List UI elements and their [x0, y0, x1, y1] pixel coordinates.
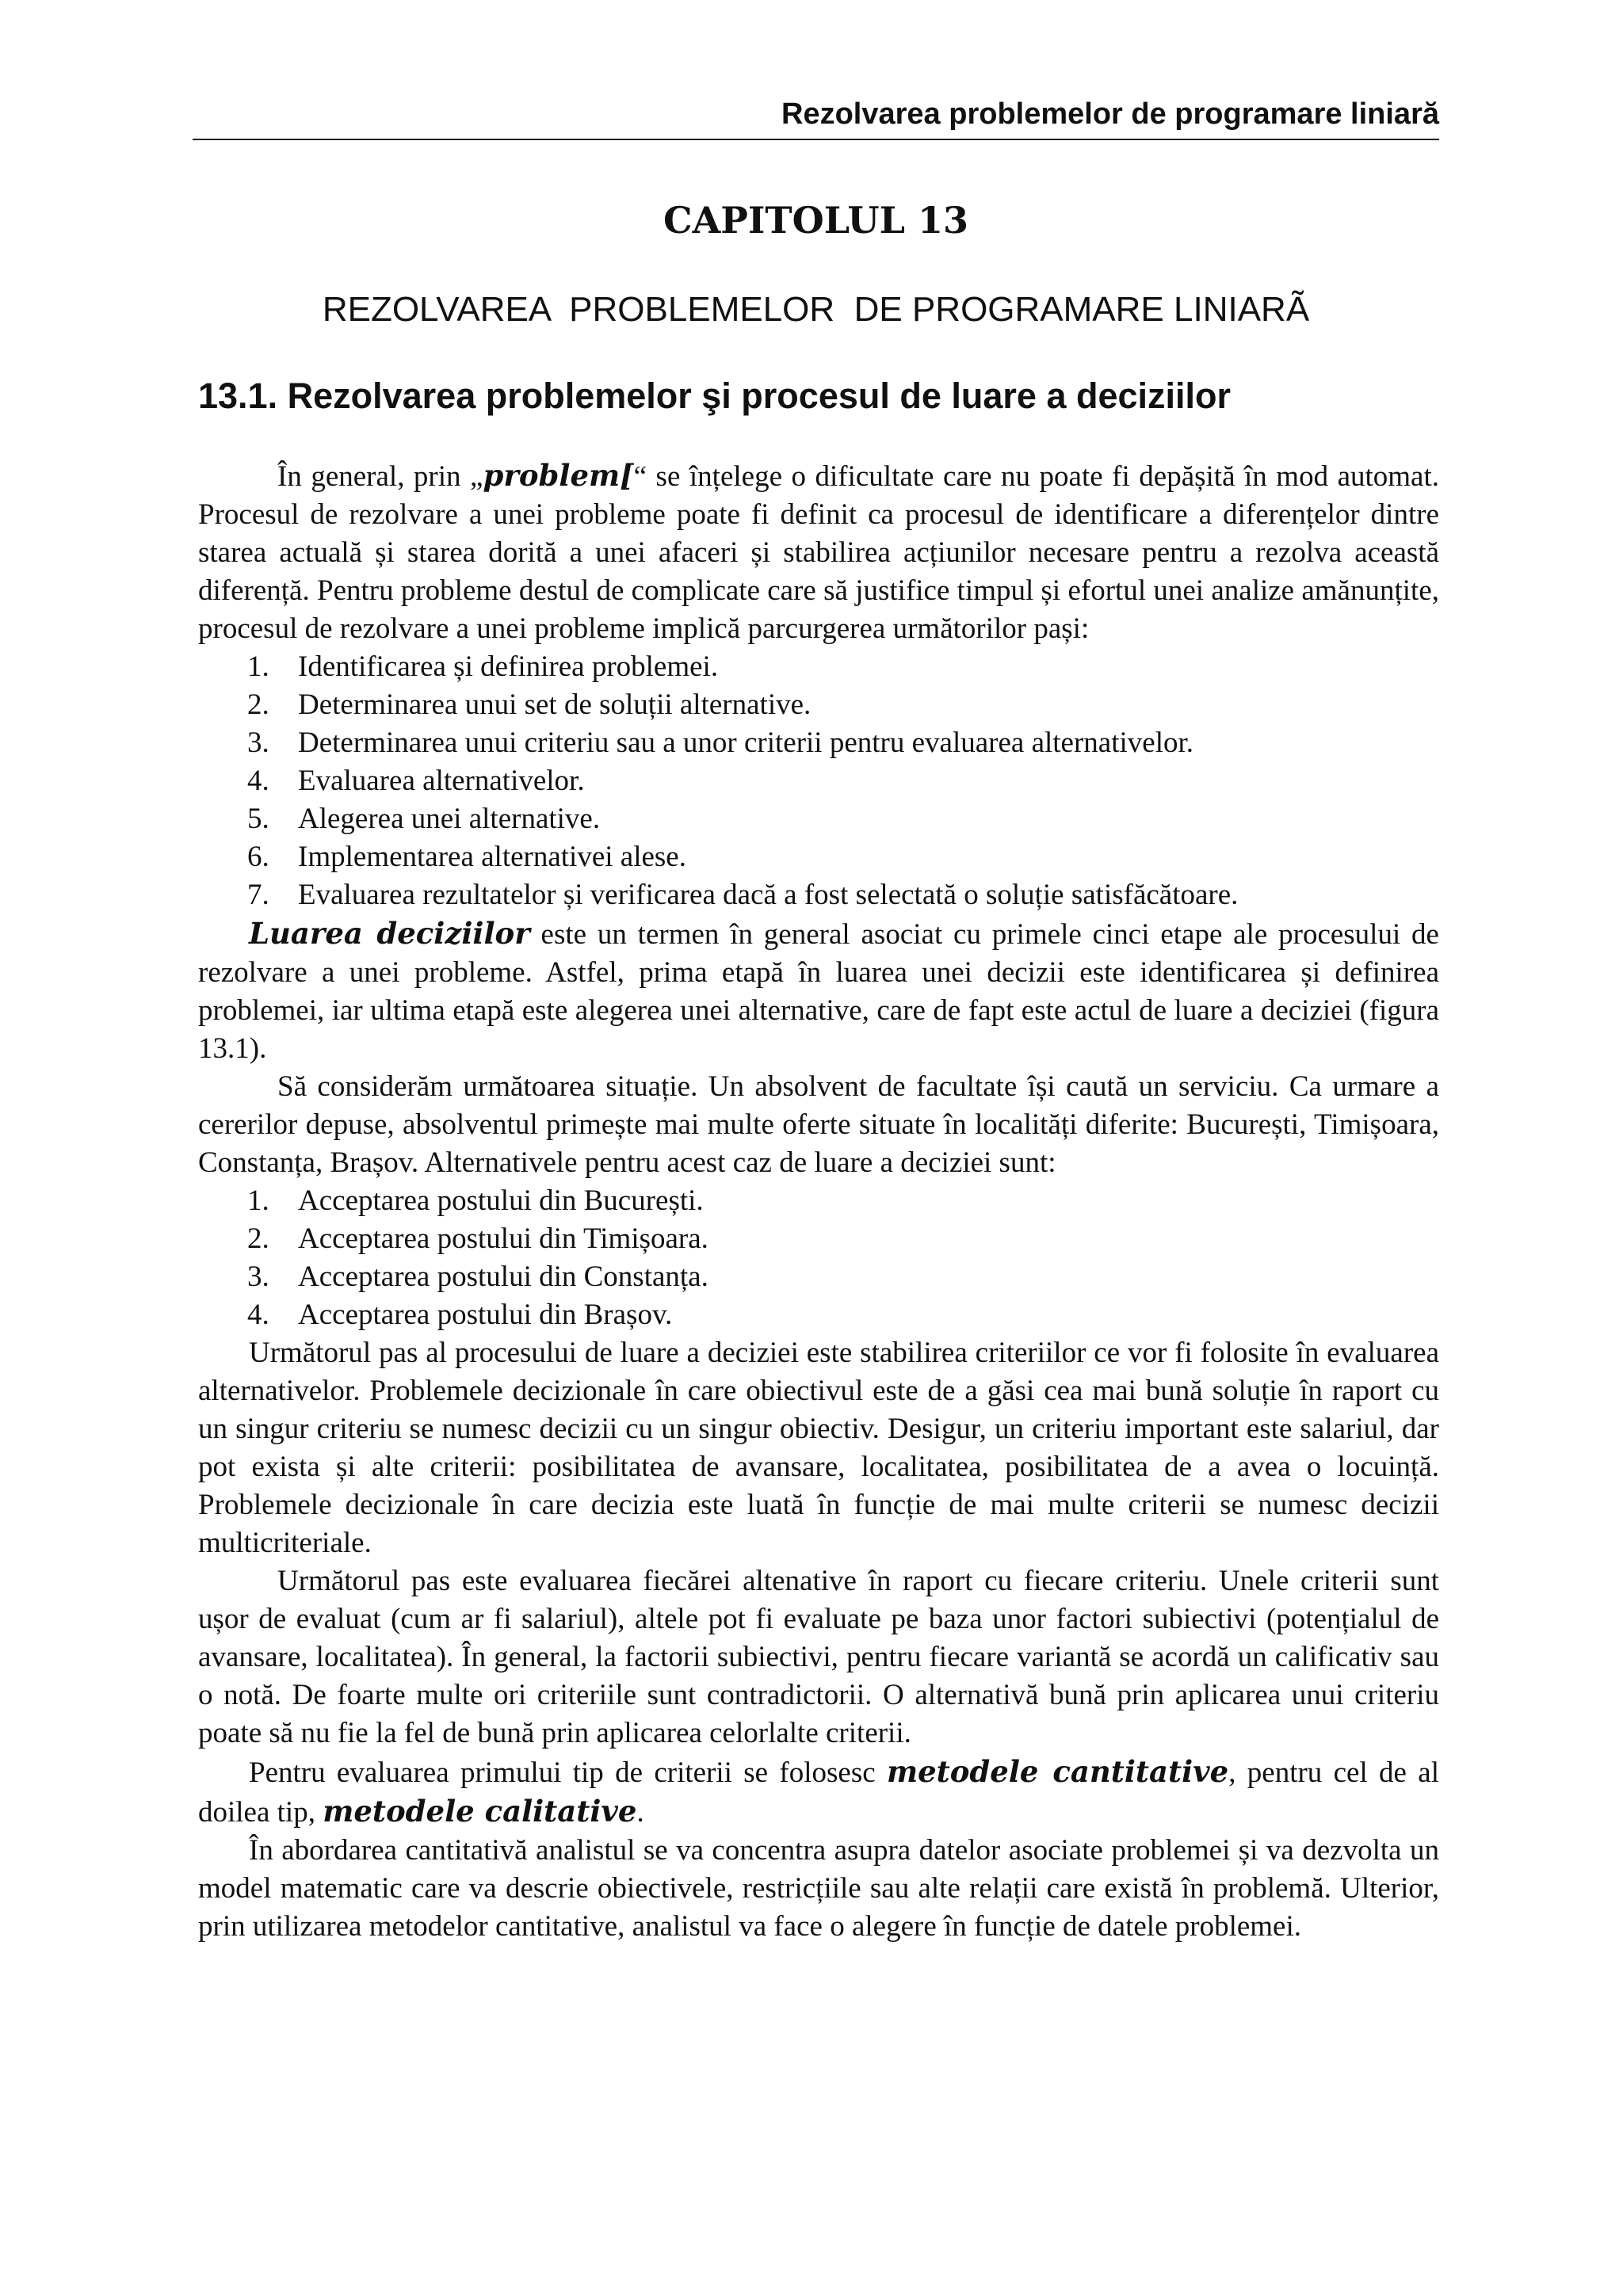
- evaluation-paragraph: Următorul pas este evaluarea fiecărei altenative în raport cu fiecare criteriu. Unele criterii sunt ușor de evaluat (cum ar fi salariul), altele pot fi evaluate pe baza unor factori subiectivi (potențialul de avansare, localitatea). În general, la factorii subiectivi, pentru fiecare variantă se acordă un calificativ sau o notă. De foarte multe ori criteriile sunt contradictorii. O alternativă bună prin aplicarea unui criteriu poate să nu fie la fel de bună prin aplicarea celorlalte criterii.: [198, 1565, 1439, 1749]
- list-item-text: Alegerea unei alternative.: [298, 803, 601, 835]
- list-item-text: Acceptarea postului din Constanța.: [298, 1261, 708, 1293]
- methods-text-a: Pentru evaluarea primului tip de criterii se folosesc: [249, 1756, 887, 1789]
- section-heading: 13.1. Rezolvarea problemelor şi procesul de luare a deciziilor: [198, 376, 1232, 416]
- list-item-number: 2.: [247, 1222, 269, 1255]
- list-item-number: 3.: [247, 727, 269, 759]
- list-item-text: Evaluarea alternativelor.: [298, 765, 585, 797]
- list-item-text: Acceptarea postului din Timișoara.: [298, 1222, 708, 1255]
- list-item-text: Acceptarea postului din Brașov.: [298, 1299, 673, 1331]
- decision-paragraph: [198, 914, 1439, 1068]
- intro-term: problem[: [483, 458, 634, 493]
- list-item-number: 2.: [247, 688, 269, 721]
- methods-term-quantitative: metodele cantitative: [886, 1754, 1229, 1789]
- running-header: Rezolvarea problemelor de programare liniară: [781, 97, 1439, 131]
- list-item: [198, 1220, 1439, 1258]
- methods-paragraph: [198, 1753, 1439, 1832]
- list-item: [198, 800, 1439, 838]
- list-item: [198, 876, 1439, 914]
- criteria-paragraph: Următorul pas al procesului de luare a deciziei este stabilirea criteriilor ce vor fi folosite în evaluarea alternativelor. Problemele decizionale în care obiectivul este de a găsi cea mai bună soluție în raport cu un singur criteriu se numesc decizii cu un singur obiectiv. Desigur, un criteriu important este salariul, dar pot exista și alte criterii: posibilitatea de avansare, localitatea, posibilitatea de a avea o locuință. Problemele decizionale în care decizia este luată în funcție de mai multe criterii se numesc decizii multicriteriale.: [198, 1337, 1439, 1559]
- list-item: [198, 762, 1439, 800]
- list-item: [198, 648, 1439, 686]
- list-item: [198, 838, 1439, 876]
- methods-text-b: , pentru cel de al doilea tip,: [198, 1756, 1439, 1829]
- quantitative-paragraph: În abordarea cantitativă analistul se va concentra asupra datelor asociate problemei și va dezvolta un model matematic care va descrie obiectivele, restricțiile sau alte relații care există în problemă. Ulterior, prin utilizarea metodelor cantitative, analistul va face o alegere în funcție de datele problemei.: [198, 1834, 1439, 1943]
- list-item-number: 4.: [247, 765, 269, 797]
- list-item-number: 6.: [247, 841, 269, 873]
- list-item-text: Determinarea unui criteriu sau a unor criterii pentru evaluarea alternativelor.: [298, 727, 1194, 759]
- list-item-text: Evaluarea rezultatelor și verificarea dacă a fost selectată o soluție satisfăcătoare.: [298, 879, 1239, 911]
- list-item-number: 5.: [247, 803, 269, 835]
- chapter-title: REZOLVAREA PROBLEMELOR DE PROGRAMARE LINIARÃ: [322, 290, 1310, 329]
- list-item-number: 3.: [247, 1261, 269, 1293]
- methods-text-c: .: [636, 1796, 644, 1829]
- steps-list: [198, 648, 1439, 914]
- list-item-number: 7.: [247, 879, 269, 911]
- list-item-text: Identificarea și definirea problemei.: [298, 650, 719, 683]
- intro-paragraph: [198, 456, 1439, 648]
- list-item-number: 1.: [247, 650, 269, 683]
- decision-text: este un termen în general asociat cu primele cinci etape ale procesului de rezolvare a unei probleme. Astfel, prima etapă în luarea unei decizii este identificarea și definirea problemei, iar ultima etapă este alegerea unei alternative, care de fapt este actul de luare a deciziei (figura 13.1).: [198, 918, 1439, 1065]
- alternatives-list: [198, 1182, 1439, 1334]
- list-item: [198, 686, 1439, 724]
- list-item: [198, 724, 1439, 762]
- methods-term-qualitative: metodele calitative: [323, 1794, 637, 1829]
- list-item-text: Implementarea alternativei alese.: [298, 841, 686, 873]
- list-item-text: Acceptarea postului din București.: [298, 1184, 704, 1217]
- intro-text-rest: “ se înțelege o dificultate care nu poate fi depășită în mod automat. Procesul de rezolvare a unei probleme poate fi definit ca procesul de identificare a diferențelor dintre starea actuală și starea dorită a unei afaceri și stabilirea acțiunilor necesare pentru a rezolva această diferență. Pentru probleme destul de complicate care să justifice timpul și efortul unei analize amănunțite, procesul de rezolvare a unei probleme implică parcurgerea următorilor pași:: [198, 460, 1439, 645]
- list-item-number: 1.: [247, 1184, 269, 1217]
- list-item-text: Determinarea unui set de soluții alternative.: [298, 688, 812, 721]
- chapter-label: CAPITOLUL 13: [663, 199, 969, 242]
- decision-term: Luarea deciziilor: [249, 916, 530, 951]
- list-item-number: 4.: [247, 1299, 269, 1331]
- example-paragraph: Să considerăm următoarea situație. Un absolvent de facultate își caută un serviciu. Ca urmare a cererilor depuse, absolventul primește mai multe oferte situate în localități diferite: București, Timișoara, Constanța, Brașov. Alternativele pentru acest caz de luare a deciziei sunt:: [198, 1070, 1439, 1179]
- list-item: [198, 1182, 1439, 1220]
- body-text: [198, 456, 1439, 1946]
- list-item: [198, 1258, 1439, 1296]
- header-rule: [193, 139, 1439, 140]
- intro-text-start: În general, prin „: [277, 460, 483, 493]
- list-item: [198, 1296, 1439, 1334]
